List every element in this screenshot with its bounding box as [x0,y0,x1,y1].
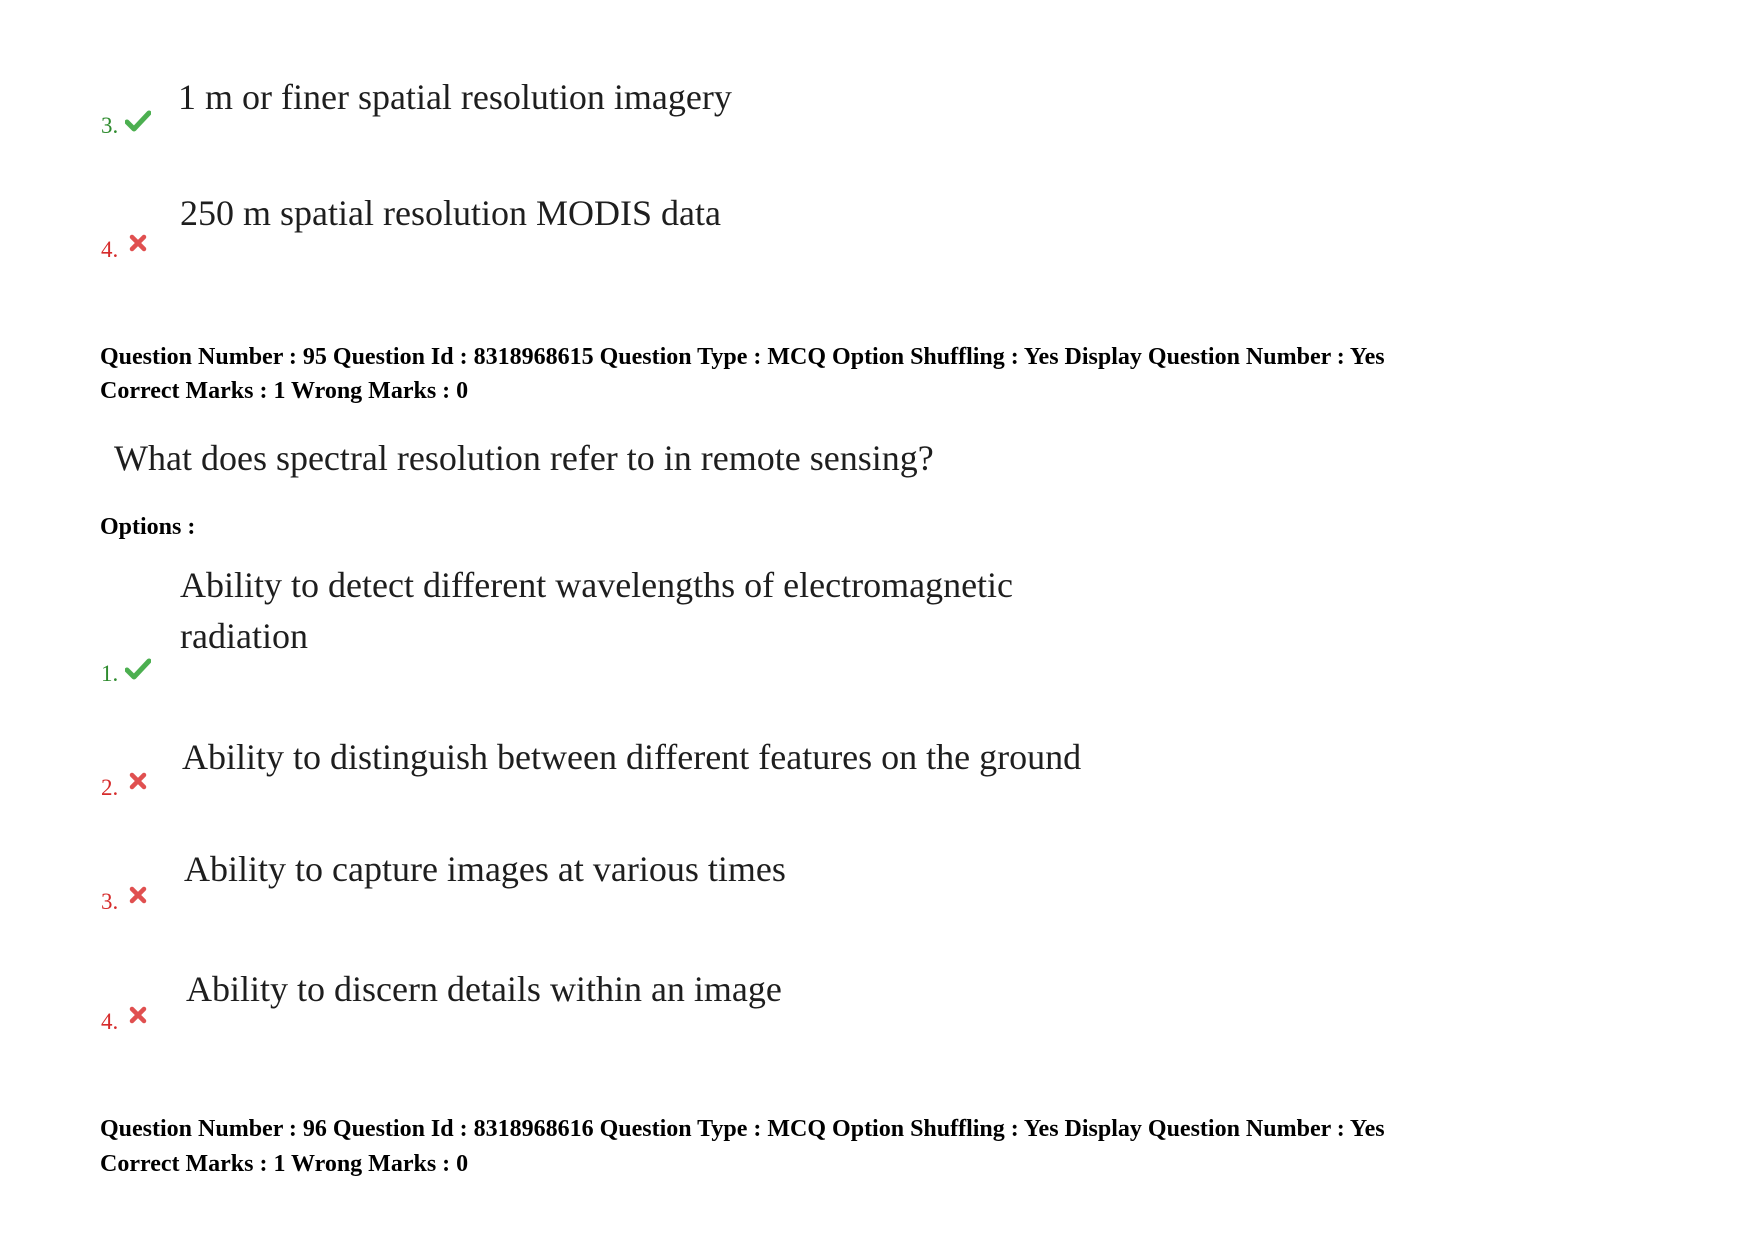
option-text: radiation [180,616,308,656]
option-number: 3. [101,113,119,138]
option-text: Ability to distinguish between different features on the ground [182,737,1082,777]
cross-icon [129,1006,147,1024]
option-text: Ability to detect different wavelengths of electromagnetic [180,565,1014,605]
cross-icon [129,886,147,904]
cross-icon [129,772,147,790]
option-text: 250 m spatial resolution MODIS data [180,193,721,233]
option-number: 2. [101,775,119,800]
question-marks: Correct Marks : 1 Wrong Marks : 0 [100,1151,469,1177]
option-number: 4. [101,237,119,262]
cross-icon [129,234,147,252]
question-marks: Correct Marks : 1 Wrong Marks : 0 [100,378,469,404]
option-number: 4. [101,1009,119,1034]
options-label: Options : [100,514,196,540]
question-meta: Question Number : 96 Question Id : 8318968616 Question Type : MCQ Option Shuffling : Yes Display Question Number : Yes [100,1116,1385,1142]
option-text: Ability to discern details within an image [186,969,782,1009]
option-number: 3. [101,889,119,914]
option-text: 1 m or finer spatial resolution imagery [178,77,732,117]
check-icon [125,658,151,680]
option-number: 1. [101,661,119,686]
question-text: What does spectral resolution refer to in remote sensing? [114,438,934,478]
option-text: Ability to capture images at various times [184,849,786,889]
check-icon [125,110,151,132]
question-meta: Question Number : 95 Question Id : 8318968615 Question Type : MCQ Option Shuffling : Yes Display Question Number : Yes [100,344,1385,370]
